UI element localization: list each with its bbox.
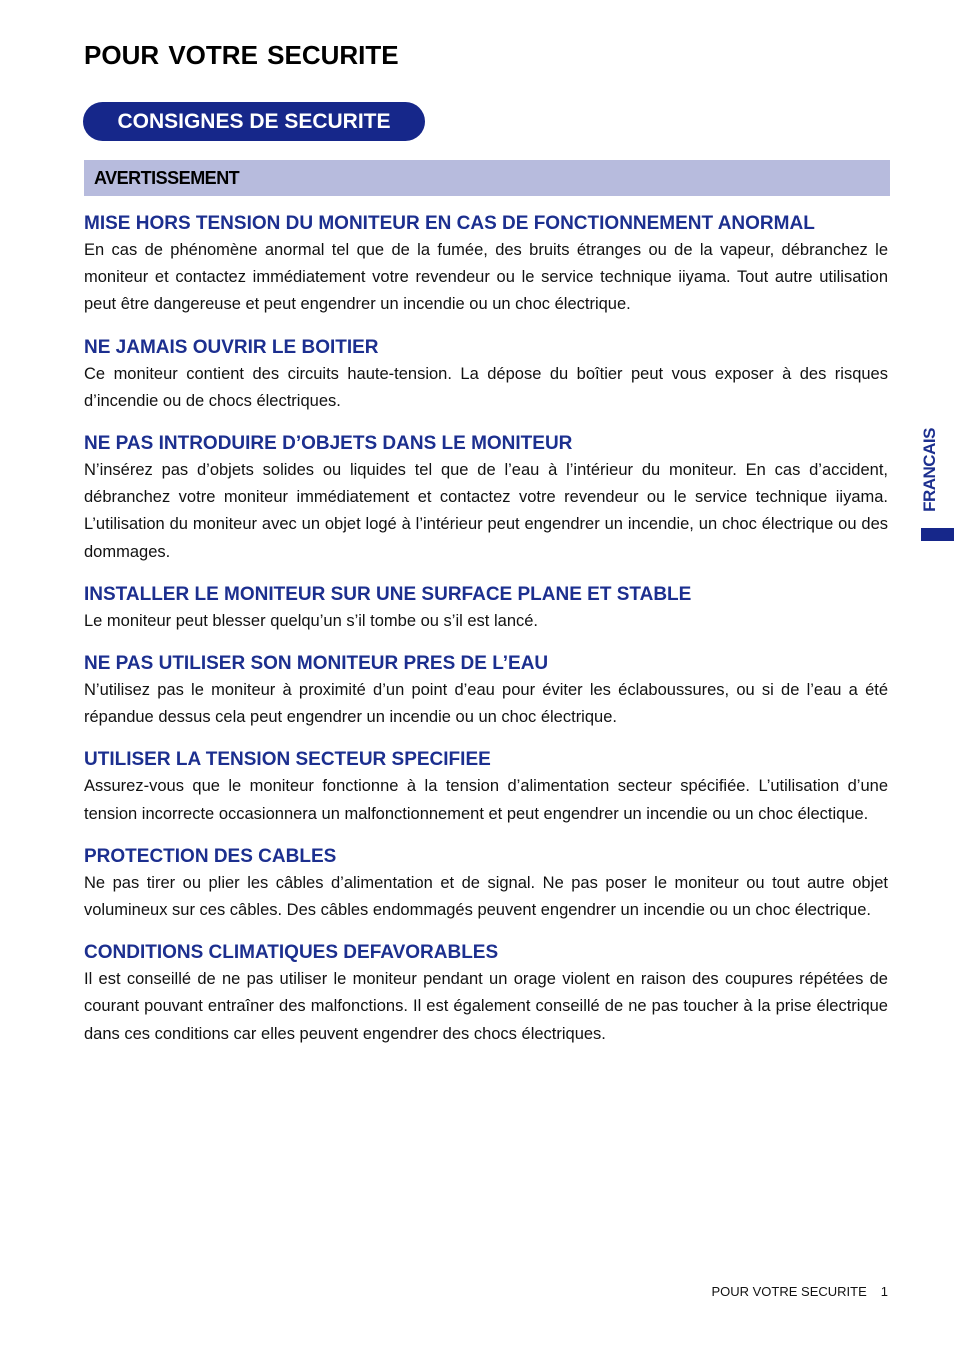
footer-label: POUR VOTRE SECURITE xyxy=(711,1284,867,1299)
section-heading: MISE HORS TENSION DU MONITEUR EN CAS DE FONCTIONNEMENT ANORMAL xyxy=(84,213,815,234)
section-heading: UTILISER LA TENSION SECTEUR SPECIFIEE xyxy=(84,749,491,771)
language-tab-label: FRANCAIS xyxy=(920,428,939,512)
section-body: Le moniteur peut blesser quelqu’un s’il tombe ou s’il est lancé. xyxy=(84,611,539,630)
section-heading: INSTALLER LE MONITEUR SUR UNE SURFACE PLANE ET STABLE xyxy=(84,583,692,605)
page-footer xyxy=(711,1284,888,1299)
section-body: Ce moniteur contient des circuits haute-tension. La dépose du boîtier peut vous exposer à des risques d’incendie ou de chocs électriques. xyxy=(84,364,888,410)
warning-banner-label: AVERTISSEMENT xyxy=(94,167,240,188)
safety-section xyxy=(84,940,888,1048)
section-heading: NE PAS UTILISER SON MONITEUR PRES DE L’EAU xyxy=(84,653,549,675)
safety-content xyxy=(84,211,888,1064)
safety-section xyxy=(84,844,888,924)
safety-section xyxy=(84,335,888,415)
section-heading: PROTECTION DES CABLES xyxy=(84,845,337,867)
section-body: Assurez-vous que le moniteur fonctionne à la tension d’alimentation secteur spécifiée. L’utilisation d’une tension incorrecte occasionnera un malfonctionnement et peut engendrer un incendie ou un choc électique. xyxy=(84,777,888,823)
section-body: Il est conseillé de ne pas utiliser le moniteur pendant un orage violent en raison des coupures répétées de courant pouvant entraîner des malfonctions. Il est également conseillé de ne pas toucher à la prise électrique dans ces conditions car elles peuvent engendrer des chocs électriques. xyxy=(84,970,888,1043)
language-tab-marker xyxy=(921,528,954,541)
page-number: 1 xyxy=(880,1284,888,1299)
safety-section xyxy=(84,747,888,827)
section-heading: NE JAMAIS OUVRIR LE BOITIER xyxy=(84,336,379,358)
safety-section xyxy=(84,582,888,635)
section-heading: CONDITIONS CLIMATIQUES DEFAVORABLES xyxy=(84,942,499,964)
warning-banner xyxy=(84,160,890,196)
page-title: POUR VOTRE SECURITE xyxy=(84,40,399,70)
safety-section xyxy=(84,431,888,566)
section-pill-consignes: CONSIGNES DE SECURITE xyxy=(83,102,425,141)
language-tab xyxy=(918,420,942,520)
section-body: N’utilisez pas le moniteur à proximité d’un point d’eau pour éviter les éclaboussures, ou si de l’eau a été répandue dessus cela peut engendrer un incendie ou un choc électrique. xyxy=(84,681,888,727)
safety-section xyxy=(84,211,888,319)
section-body: N’insérez pas d’objets solides ou liquides tel que de l’eau à l’intérieur du moniteur. En cas d’accident, débranchez votre moniteur immédiatement et contactez votre revendeur ou le service technique iiyama. L’utilisation du moniteur avec un objet logé à l’intérieur peut engendrer un incendie, un choc électrique ou des dommages. xyxy=(84,461,888,561)
section-body: En cas de phénomène anormal tel que de la fumée, des bruits étranges ou de la vapeur, débranchez le moniteur et contactez immédiatement votre revendeur ou le service technique iiyama. Tout autre utilisation peut être dangereuse et peut engendrer un incendie ou un choc électrique. xyxy=(84,241,888,314)
section-heading: NE PAS INTRODUIRE D’OBJETS DANS LE MONITEUR xyxy=(84,433,573,455)
section-body: Ne pas tirer ou plier les câbles d’alimentation et de signal. Ne pas poser le moniteur ou tout autre objet volumineux sur ces câbles. Des câbles endommagés peuvent engendrer un incendie ou un choc électrique. xyxy=(84,873,888,920)
safety-section xyxy=(84,651,888,731)
